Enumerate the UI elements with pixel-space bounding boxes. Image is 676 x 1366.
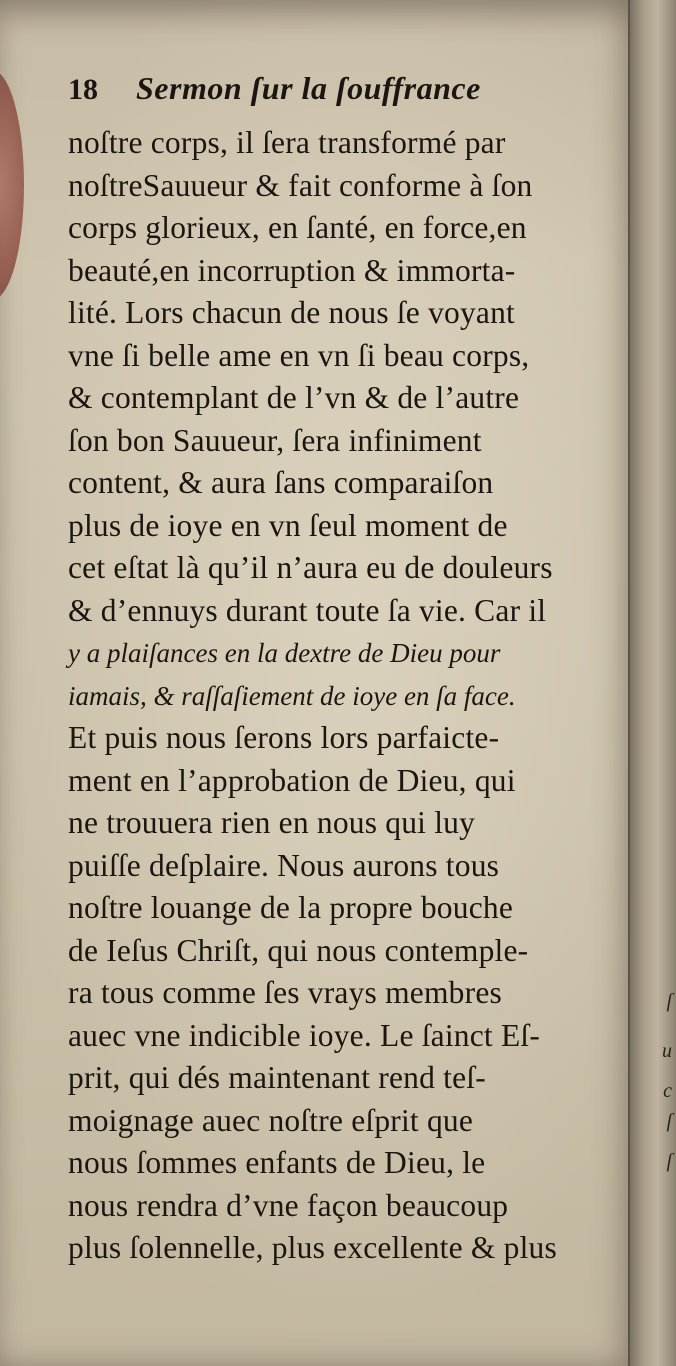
thumb [0, 70, 24, 300]
text-line: moignage auec noſtre eſprit que [68, 1102, 474, 1138]
text-line: & d’ennuys durant toute ſa vie. Car il [68, 592, 547, 628]
text-line: noſtre louange de la propre bouche [68, 890, 514, 925]
text-line: cet eſtat là qu’il n’aura eu de douleurs [68, 550, 553, 585]
next-page-fragment: c [663, 1080, 672, 1102]
text-line: auec vne indicible ioye. Le ſainct Eſ- [68, 1017, 541, 1053]
text-line: plus de ioye en vn ſeul moment de [68, 507, 508, 543]
text-line: ſon bon Sauueur, ſera infiniment [68, 422, 482, 458]
text-line: content, & aura ſans comparaiſon [68, 465, 494, 500]
text-line: nous rendra d’vne façon beaucoup [68, 1187, 509, 1223]
text-line: de Ieſus Chriſt, qui nous contemple- [68, 932, 529, 968]
text-line: puiſſe deſplaire. Nous aurons tous [68, 847, 500, 883]
running-head: Sermon ſur la ſouffrance [136, 70, 481, 106]
next-page-fragment: ſ [666, 1110, 672, 1132]
text-line: noſtre corps, il ſera transformé par [68, 125, 506, 160]
next-page-fragment: u [662, 1040, 672, 1062]
text-line: ment en l’approbation de Dieu, qui [68, 762, 516, 798]
text-line: vne ſi belle ame en vn ſi beau corps, [68, 337, 530, 373]
page-header [68, 70, 628, 122]
next-page-fragment: ſ [666, 990, 672, 1012]
text-line: plus ſolennelle, plus excellente & plus [68, 1230, 557, 1265]
text-line: & contemplant de l’vn & de l’autre [68, 380, 520, 415]
next-page-edge [628, 0, 676, 1366]
next-page-fragment: ſ [666, 1150, 672, 1172]
text-line: nous ſommes enfants de Dieu, le [68, 1145, 486, 1180]
text-line: ra tous comme ſes vrays membres [68, 975, 502, 1010]
text-line: lité. Lors chacun de nous ſe voyant [68, 295, 516, 330]
text-line: beauté,en incorruption & immorta- [68, 252, 516, 288]
body-text [68, 122, 628, 1270]
text-line: y a plaiſances en la dextre de Dieu pour [68, 638, 501, 668]
text-line: iamais, & raſſaſiement de ioye en ſa face. [68, 680, 516, 711]
text-line: ne trouuera rien en nous qui luy [68, 805, 476, 840]
text-line: corps glorieux, en ſanté, en force,en [68, 210, 527, 245]
page-number: 18 [68, 73, 98, 106]
text-line: noſtreSauueur & fait conforme à ſon [68, 167, 533, 203]
text-line: prit, qui dés maintenant rend teſ- [68, 1060, 486, 1095]
text-line: Et puis nous ſerons lors parfaicte- [68, 720, 500, 755]
page-text-block [68, 70, 628, 1270]
